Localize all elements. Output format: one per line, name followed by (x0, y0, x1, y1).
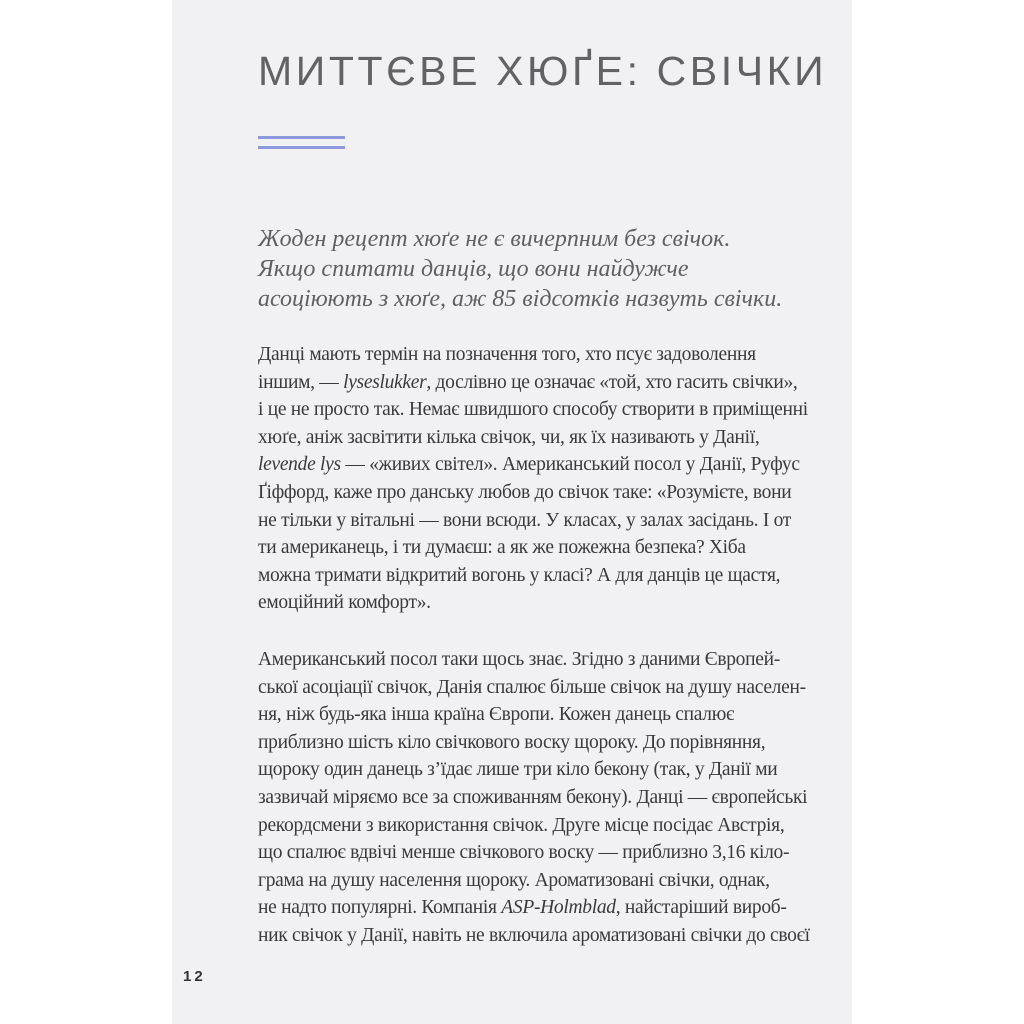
text-line: і це не просто так. Немає швидшого способу створити в приміщенні (258, 399, 808, 421)
lead-line: асоціюють з хюґе, аж 85 відсотків назвуть свічки. (258, 286, 783, 312)
text-line (258, 894, 810, 922)
text-line: Данці мають термін на позначення того, хто псує задоволення (258, 344, 756, 365)
text-line: можна тримати відкритий вогонь у класі? А для данців це щастя, (258, 564, 781, 586)
decorative-rule-bottom (258, 146, 345, 149)
page-number: 12 (183, 968, 206, 985)
text-line: Американський посол таки щось знає. Згідно з даними Європей- (258, 649, 780, 670)
text-line: емоційний комфорт». (258, 592, 431, 614)
text: іншим, — (258, 371, 344, 393)
text-line: приблизно шість кіло свічкового воску щороку. До порівняння, (258, 731, 766, 753)
lead-paragraph (258, 224, 782, 314)
text-line: ник свічок у Данії, навіть не включила ароматизовані свічки до своєї (258, 924, 810, 946)
text-line: ня, ніж будь-яка інша країна Європи. Кожен данець спалює (258, 704, 735, 726)
text-line: грама на душу населення щороку. Ароматизовані свічки, однак, (258, 869, 770, 891)
decorative-rule-top (258, 136, 345, 139)
book-page (172, 0, 852, 1024)
text-line (258, 369, 808, 397)
foreign-term: levende lys (258, 454, 341, 476)
text-line: не тільки у вітальні — вони всюди. У класах, у залах засідань. І от (258, 509, 792, 531)
text: — «живих світел». Американський посол у Данії, Руфус (340, 454, 800, 476)
text-line (258, 451, 808, 479)
text: , дослівно це означає «той, хто гасить свічки», (426, 371, 798, 393)
text-line: ської асоціації свічок, Данія спалює більше свічок на душу населен- (258, 676, 806, 698)
text-line: хюґе, аніж засвітити кілька свічок, чи, як їх називають у Данії, (258, 426, 760, 448)
text-line: зазвичай міряємо все за споживанням бекону). Данці — європейські (258, 786, 808, 808)
text: , найстаріший вироб- (615, 897, 787, 919)
text-line: ти американець, і ти думаєш: а як же пожежна безпека? Хіба (258, 537, 746, 559)
lead-line: Жоден рецепт хюґе не є вичерпним без свічок. (258, 226, 731, 252)
lead-line: Якщо спитати данців, що вони найдужче (258, 256, 689, 282)
text-line: рекордсмени з використання свічок. Друге місце посідає Австрія, (258, 814, 785, 836)
text-line: щороку один данець з’їдає лише три кіло бекону (так, у Данії ми (258, 759, 778, 781)
chapter-title: МИТТЄВЕ ХЮҐЕ: СВІЧКИ (258, 48, 828, 94)
text-line: Ґіффорд, каже про данську любов до свічок таке: «Розумієте, вони (258, 481, 792, 503)
body-paragraph-2 (258, 646, 810, 950)
text: не надто популярні. Компанія (258, 897, 502, 919)
company-name: ASP-Holmblad (501, 897, 616, 919)
text-line: що спалює вдвічі менше свічкового воску — приблизно 3,16 кіло- (258, 842, 790, 864)
body-paragraph-1 (258, 341, 808, 617)
foreign-term: lyseslukker (343, 371, 427, 393)
